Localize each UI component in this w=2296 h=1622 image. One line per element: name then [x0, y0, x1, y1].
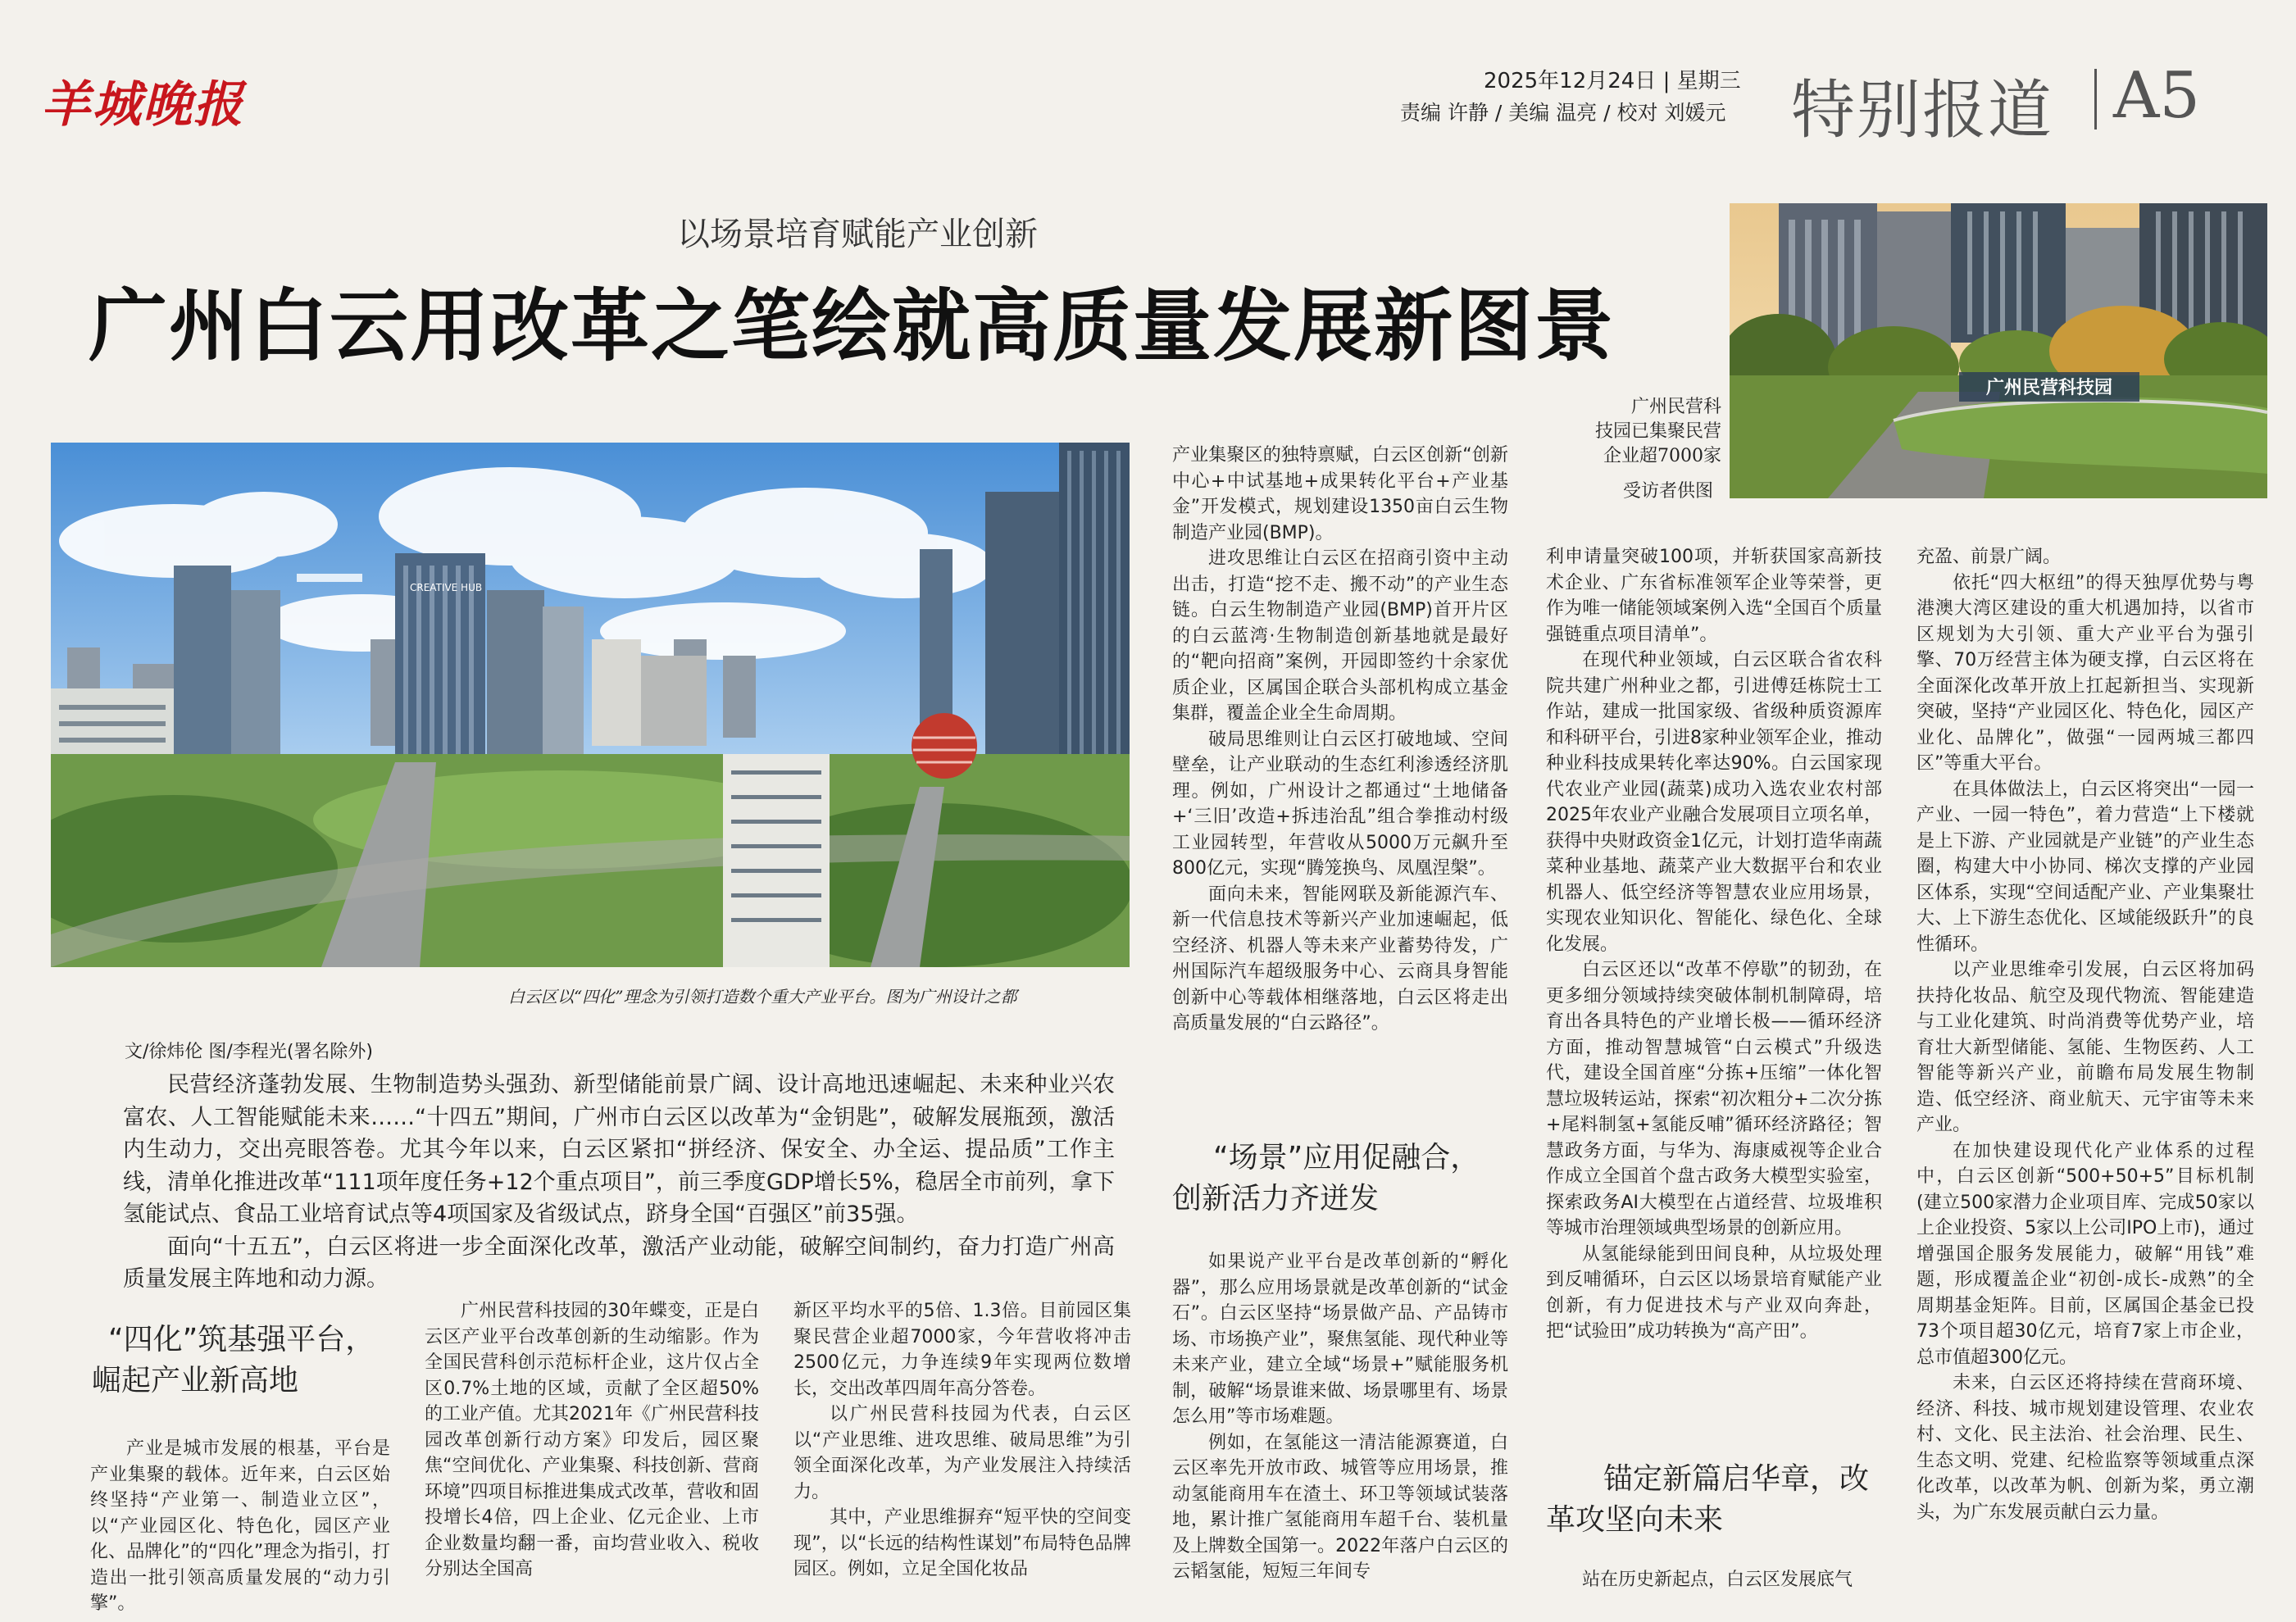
body-paragraph: 以广州民营科技园为代表，白云区以“产业思维、进攻思维、破局思维”为引领全面深化改革，为产业发展注入持续活力。	[793, 1404, 1131, 1502]
right-photo-credit: 受访者供图	[1623, 481, 1714, 502]
article-byline: 文/徐炜伦 图/李程光(署名除外)	[125, 1042, 373, 1062]
section-title: 特别报道	[1791, 74, 2054, 148]
body-paragraph: 以产业思维牵引发展，白云区将加码扶持化妆品、航空及现代物流、智能建造与工业化建筑、时尚消费等优势产业，培育壮大新型储能、氢能、生物医药、人工智能等新兴产业，前瞻布局发展生物制造、低空经济、商业航天、元宇宙等未来产业。	[1916, 960, 2254, 1135]
body-paragraph: 利申请量突破100项，并斩获国家高新技术企业、广东省标准领军企业等荣誉，更作为唯一储能领域案例入选“全国百个质量强链重点项目清单”。	[1546, 547, 1882, 645]
article-subtitle: 以场景培育赋能产业创新	[677, 216, 1038, 253]
subheading-line: 革攻坚向未来	[1546, 1503, 1724, 1537]
body-paragraph: 进攻思维让白云区在招商引资中主动出击，打造“挖不走、搬不动”的产业生态链。白云生物制造产业园(BMP)首开片区的白云蓝湾·生物制造创新基地就是最好的“靶向招商”案例，开园即签约十余家优质企业，区属国企联合头部机构成立基金集群，覆盖企业全生命周期。	[1172, 548, 1508, 724]
lead-paragraph: 民营经济蓬勃发展、生物制造势头强劲、新型储能前景广阔、设计高地迅速崛起、未来种业兴农富农、人工智能赋能未来……“十四五”期间，广州市白云区以改革为“金钥匙”，破解发展瓶颈，激活内生动力，交出亮眼答卷。尤其今年以来，白云区紧扣“拼经济、保安全、办全运、提品质”工作主线，清单化推进改革“111项年度任务+12个重点项目”，前三季度GDP增长5%，稳居全市前列，拿下氢能试点、食品工业培育试点等4项国家及省级试点，跻身全国“百强区”前35强。	[123, 1072, 1115, 1227]
body-paragraph: 例如，在氢能这一清洁能源赛道，白云区率先开放市政、城管等应用场景，推动氢能商用车在渣土、环卫等领域试装落地，累计推广氢能商用车超千台、装机量及上牌数全国第一。2022年落户白云区的云韬氢能，短短三年间专	[1172, 1432, 1508, 1582]
text-column-3	[793, 1298, 1131, 1583]
body-paragraph: 其中，产业思维摒弃“短平快的空间变现”，以“长远的结构性谋划”布局特色品牌园区。例如，立足全国化妆品	[793, 1507, 1131, 1579]
subheading-line: “场景”应用促融合，	[1213, 1141, 1480, 1174]
newspaper-logo: 羊城晚报	[41, 76, 244, 134]
text-column-4	[1172, 443, 1508, 1037]
body-paragraph: 新区平均水平的5倍、1.3倍。目前园区集聚民营企业超7000家，今年营收将冲击2500亿元，力争连续9年实现两位数增长，交出改革四周年高分答卷。	[793, 1301, 1131, 1399]
body-paragraph: 破局思维则让白云区打破地域、空间壁垒，让产业联动的生态红利渗透经济肌理。例如，广州设计之都通过“土地储备+‘三旧’改造+拆违治乱”组合拳推动村级工业园转型，年营收从5000万元飙升至800亿元，实现“腾笼换鸟、凤凰涅槃”。	[1172, 729, 1508, 879]
text-column-2	[425, 1298, 759, 1583]
right-caption-line: 广州民营科	[1630, 397, 1721, 417]
article-lead	[123, 1069, 1115, 1296]
right-caption-line: 企业超7000家	[1603, 446, 1721, 466]
design-capital-photo	[51, 443, 1130, 967]
body-paragraph: 广州民营科技园的30年蝶变，正是白云区产业平台改革创新的生动缩影。作为全国民营科创示范标杆企业，这片仅占全区0.7%土地的区域，贡献了全区超50%的工业产值。尤其2021年《广州民营科技园改革创新行动方案》印发后，园区聚焦“空间优化、产业集聚、科技创新、营商环境”四项目标推进集成式改革，营收和固投增长4倍，四上企业、亿元企业、上市企业数量均翻一番，亩均营业收入、税收分别达全国高	[425, 1301, 759, 1579]
body-paragraph: 在加快建设现代化产业体系的过程中，白云区创新“500+50+5”目标机制(建立500家潜力企业项目库、完成50家以上企业投资、5家以上公司IPO上市)，通过增强国企服务发展能力，破解“用钱”难题，形成覆盖企业“初创-成长-成熟”的全周期基金矩阵。目前，区属国企基金已投73个项目超30亿元，培育7家上市企业，总市值超300亿元。	[1916, 1140, 2254, 1368]
tech-park-sign: 广州民营科技园	[1985, 378, 2113, 398]
subheading-line: 崛起产业新高地	[92, 1364, 299, 1397]
body-paragraph: 站在历史新起点，白云区发展底气	[1582, 1570, 1853, 1590]
lead-paragraph: 面向“十五五”，白云区将进一步全面深化改革，激活产业动能，破解空间制约，奋力打造广州高质量发展主阵地和动力源。	[123, 1234, 1115, 1292]
editor-credits: 责编 许静 / 美编 温亮 / 校对 刘媛元	[1400, 101, 1726, 125]
page-number: A5	[2113, 59, 2200, 133]
body-paragraph: 如果说产业平台是改革创新的“孵化器”，那么应用场景就是改革创新的“试金石”。白云区坚持“场景做产品、产品铸市场、市场换产业”，聚焦氢能、现代种业等未来产业，建立全域“场景+”赋能服务机制，破解“场景谁来做、场景哪里有、场景怎么用”等市场难题。	[1172, 1252, 1508, 1427]
body-paragraph: 从氢能绿能到田间良种，从垃圾处理到反哺循环，白云区以场景培育赋能产业创新，有力促进技术与产业双向奔赴，把“试验田”成功转换为“高产田”。	[1546, 1243, 1882, 1342]
subheading-line: “四化”筑基强平台，	[108, 1323, 375, 1356]
building-sign: CREATIVE HUB	[410, 582, 483, 593]
masthead-divider	[2094, 69, 2097, 129]
text-column-5-lower	[1546, 1567, 1882, 1593]
subheading-four-modernizations	[92, 1320, 375, 1402]
issue-date: 2025年12月24日 | 星期三	[1484, 69, 1741, 93]
body-paragraph: 充盈、前景广阔。	[1916, 547, 2062, 567]
text-column-6	[1916, 544, 2254, 1525]
subheading-scenario-application	[1172, 1138, 1480, 1220]
body-paragraph: 依托“四大枢纽”的得天独厚优势与粤港澳大湾区建设的重大机遇加持，以省市区规划为大引领、重大产业平台为强引擎、70万经营主体为硬支撑，白云区将在全面深化改革开放上扛起新担当、实现新突破，坚持“产业园区化、特色化，园区产业化、品牌化”，做强“一园两城三都四区”等重大平台。	[1916, 572, 2254, 774]
body-paragraph: 在现代种业领域，白云区联合省农科院共建广州种业之都，引进傅廷栋院士工作站，建成一批国家级、省级种质资源库和科研平台，引进8家种业领军企业，推动种业科技成果转化率达90%。白云国家现代农业产业园(蔬菜)成功入选农业农村部2025年农业产业融合发展项目立项名单，获得中央财政资金1亿元，计划打造华南蔬菜种业基地、蔬菜产业大数据平台和农业机器人、低空经济等智慧农业应用场景，实现农业知识化、智能化、绿色化、全球化发展。	[1546, 650, 1882, 955]
body-paragraph: 白云区还以“改革不停歇”的韧劲，在更多细分领域持续突破体制机制障碍，培育出各具特色的产业增长极——循环经济方面，推动智慧城管“白云模式”升级迭代，建设全国首座“分拣+压缩”一体化智慧垃圾转运站，探索“初次粗分+二次分拣+尾料制氢+氢能反哺”循环经济路径；智慧政务方面，与华为、海康威视等企业合作成立全国首个盘古政务大模型实验室，探索政务AI大模型在占道经营、垃圾堆积等城市治理领域典型场景的创新应用。	[1546, 960, 1882, 1238]
body-paragraph: 产业集聚区的独特禀赋，白云区创新“创新中心+中试基地+成果转化平台+产业基金”开发模式，规划建设1350亩白云生物制造产业园(BMP)。	[1172, 445, 1508, 543]
body-paragraph: 面向未来，智能网联及新能源汽车、新一代信息技术等新兴产业加速崛起，低空经济、机器人等未来产业蓄势待发，广州国际汽车超级服务中心、云商具身智能创新中心等载体相继落地，白云区将走出高质量发展的“白云路径”。	[1172, 884, 1508, 1034]
subheading-new-chapter	[1546, 1459, 1869, 1541]
text-column-4-lower	[1172, 1249, 1508, 1585]
subheading-line: 创新活力齐迸发	[1172, 1182, 1380, 1215]
main-photo-caption: 白云区以“四化”理念为引领打造数个重大产业平台。图为广州设计之都	[508, 987, 1017, 1006]
body-paragraph: 在具体做法上，白云区将突出“一园一产业、一园一特色”，着力营造“上下楼就是上下游、产业园就是产业链”的产业生态圈，构建大中小协同、梯次支撑的产业园区体系，实现“空间适配产业、产业集聚壮大、上下游生态优化、区域能级跃升”的良性循环。	[1916, 779, 2254, 955]
right-photo-caption	[1557, 395, 1721, 469]
text-column-1	[90, 1436, 390, 1617]
right-caption-line: 技园已集聚民营	[1594, 421, 1721, 442]
tech-park-photo	[1730, 203, 2267, 498]
body-paragraph: 产业是城市发展的根基，平台是产业集聚的载体。近年来，白云区始终坚持“产业第一、制造业立区”，以“产业园区化、特色化，园区产业化、品牌化”的“四化”理念为指引，打造出一批引领高质量发展的“动力引擎”。	[90, 1438, 390, 1614]
body-paragraph: 未来，白云区还将持续在营商环境、经济、科技、城市规划建设管理、农业农村、文化、民主法治、社会治理、民生、生态文明、党建、纪检监察等领域重点深化改革，以改革为帆、创新为桨，勇立潮头，为广东发展贡献白云力量。	[1916, 1373, 2254, 1523]
article-headline: 广州白云用改革之笔绘就高质量发展新图景	[89, 280, 1615, 372]
text-column-5	[1546, 544, 1882, 1345]
subheading-line: 锚定新篇启华章，改	[1603, 1462, 1870, 1496]
